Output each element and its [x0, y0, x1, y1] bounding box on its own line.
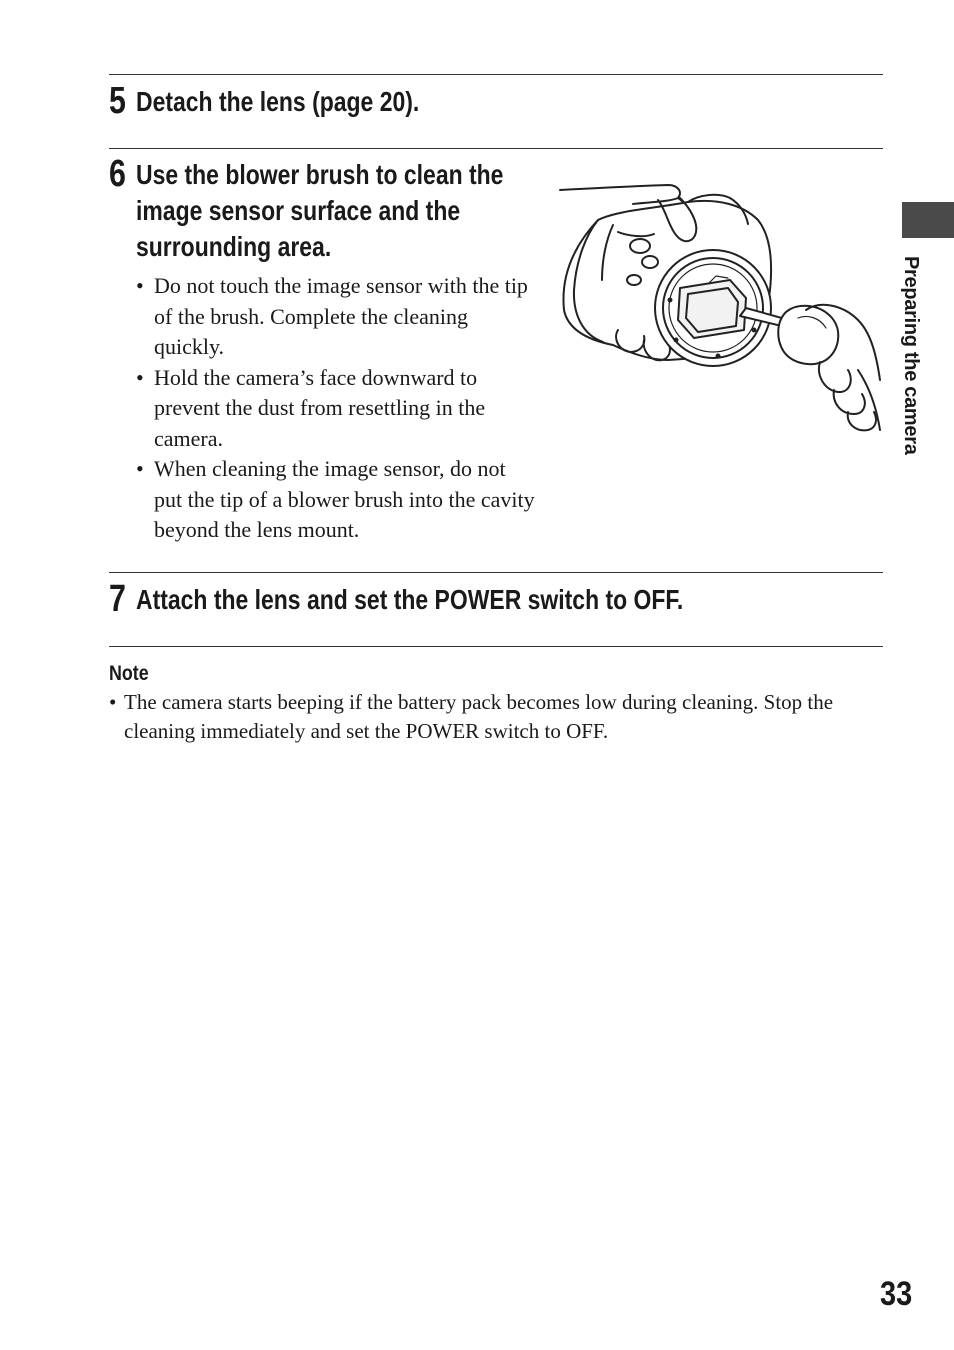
divider-step-7	[109, 572, 883, 573]
list-item: • When cleaning the image sensor, do not put the tip of a blower brush into the cavity beyond the lens mount.	[136, 454, 536, 546]
note-list	[109, 688, 884, 746]
step-6-title-line-2: image sensor surface and the	[136, 195, 461, 226]
step-6-title-line-3: surrounding area.	[136, 231, 332, 262]
step-7-number: 7	[109, 578, 126, 620]
step-6-bullets	[136, 271, 536, 546]
divider-step-6	[109, 148, 883, 149]
camera-blower-cleaning-illustration	[558, 180, 883, 435]
divider-note	[109, 646, 883, 647]
section-tab-marker	[902, 202, 954, 238]
step-6-title-line-1: Use the blower brush to clean the	[136, 159, 504, 190]
step-7-title: Attach the lens and set the POWER switch to OFF.	[136, 584, 684, 615]
page-number: 33	[880, 1275, 913, 1313]
step-5-number: 5	[109, 80, 126, 122]
list-item: • Hold the camera’s face downward to prevent the dust from resettling in the camera.	[136, 363, 536, 455]
list-item: • The camera starts beeping if the battery pack becomes low during cleaning. Stop the cleaning immediately and set the POWER switch to OFF.	[109, 688, 884, 746]
section-side-label: Preparing the camera	[900, 256, 922, 455]
divider-top	[109, 74, 883, 75]
step-5-title: Detach the lens (page 20).	[136, 86, 420, 117]
note-label: Note	[109, 662, 149, 685]
step-6-number: 6	[109, 153, 126, 195]
list-item: • Do not touch the image sensor with the tip of the brush. Complete the cleaning quickly.	[136, 271, 536, 363]
